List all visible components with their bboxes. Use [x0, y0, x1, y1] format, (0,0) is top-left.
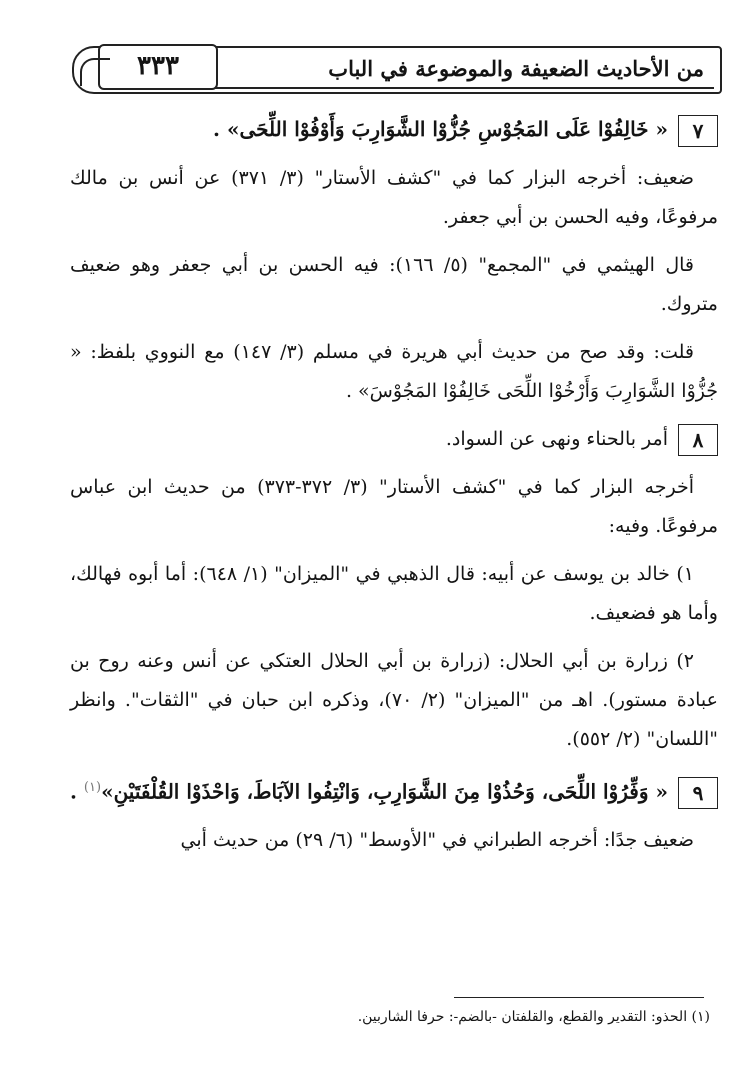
hadith-number: ٩ [678, 777, 718, 809]
hadith-number: ٨ [678, 424, 718, 456]
hadith-8 [70, 420, 718, 459]
narrator-note-1: ١) خالد بن يوسف عن أبيه: قال الذهبي في "الميزان" (١/ ٦٤٨): أما أبوه فهالك، وأما هو فضعيف. [70, 563, 718, 624]
hadith-number: ٧ [678, 115, 718, 147]
paragraph: ضعيف: أخرجه البزار كما في "كشف الأستار" (٣/ ٣٧١) عن أنس بن مالك مرفوعًا، وفيه الحسن بن أبي جعفر. [70, 167, 718, 228]
paragraph: ضعيف جدًا: أخرجه الطبراني في "الأوسط" (٦/ ٢٩) من حديث أبي [180, 829, 694, 852]
hadith-text: « خَالِفُوْا عَلَى المَجُوْسِ جُزُّوْا الشَّوَارِبَ وَأَوْفُوْا اللِّحَى» . [213, 117, 668, 141]
footnote-divider [454, 997, 704, 998]
footnote-ref: (١) [83, 780, 102, 795]
page-body [70, 110, 718, 869]
paragraph: أخرجه البزار كما في "كشف الأستار" (٣/ ٣٧٢-٣٧٣) من حديث ابن عباس مرفوعًا. وفيه: [70, 476, 718, 537]
narrator-note-2: ٢) زرارة بن أبي الحلال: (زرارة بن أبي الحلال العتكي عن أنس وعنه روح بن عبادة مستور). اهـ من "الميزان" (٢/ ٧٠)، وذكره ابن حبان في "الثقات". وانظر "اللسان" (٢/ ٥٥٢). [70, 650, 718, 750]
hadith-text: « وَفِّرُوْا اللِّحَى، وَحُذُوْا مِنَ الشَّوَارِبِ، وَانْتِفُوا الآبَاطَ، وَاحْذَوْا القُلْفَتَيْنِ» [101, 779, 668, 804]
running-header [72, 46, 722, 94]
header-title: من الأحاديث الضعيفة والموضوعة في الباب [328, 56, 704, 81]
header-ornament-icon [80, 58, 110, 86]
hadith-text: أمر بالحناء ونهى عن السواد. [445, 428, 668, 450]
footnote: (١) الحذو: التقدير والقطع، والقلفتان -بالضم-: حرفا الشاربين. [357, 1009, 710, 1025]
hadith-7 [70, 110, 718, 150]
hadith-9 [70, 768, 718, 812]
paragraph: قال الهيثمي في "المجمع" (٥/ ١٦٦): فيه الحسن بن أبي جعفر وهو ضعيف متروك. [70, 254, 718, 315]
paragraph: قلت: وقد صح من حديث أبي هريرة في مسلم (٣/ ١٤٧) مع النووي بلفظ: « جُزُّوْا الشَّوَارِبَ وَأَرْخُوْا اللِّحَى خَالِفُوْا المَجُوْسَ» . [70, 341, 718, 402]
page-number-frame [98, 44, 218, 90]
header-underline [214, 87, 714, 89]
hadith-text-end: . [69, 779, 84, 804]
page-number: ٣٣٣ [137, 51, 179, 81]
